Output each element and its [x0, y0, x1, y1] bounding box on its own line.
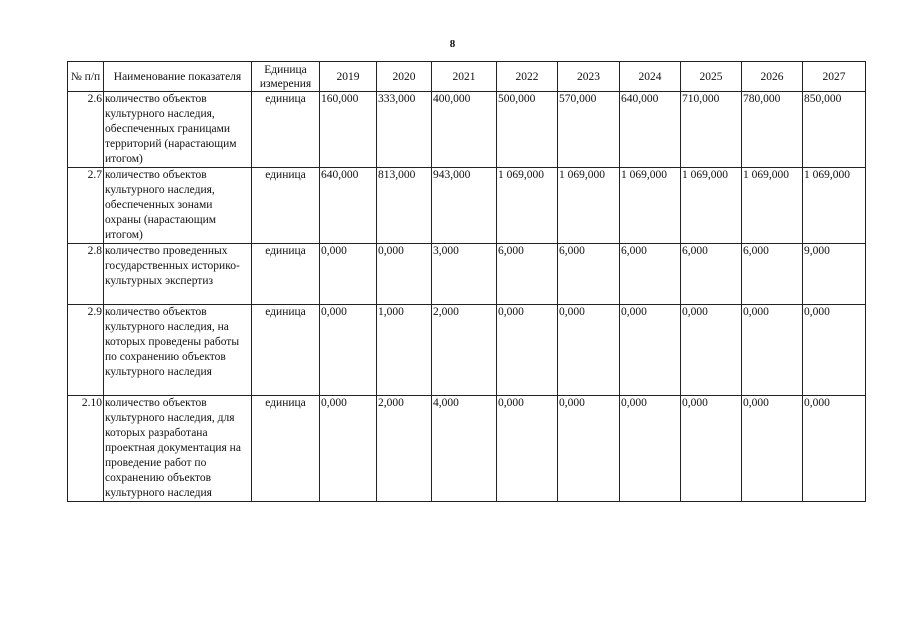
value-cell: 0,000: [377, 244, 432, 305]
value-cell: 6,000: [497, 244, 558, 305]
table-row: [68, 244, 866, 305]
header-num: № п/п: [68, 62, 104, 92]
header-unit: Единица измерения: [252, 62, 320, 92]
value-cell: 2,000: [377, 396, 432, 502]
value-cell: 1 069,000: [803, 168, 866, 244]
value-cell: 0,000: [497, 305, 558, 396]
value-cell: 0,000: [681, 396, 742, 502]
value-cell: 0,000: [742, 396, 803, 502]
header-year: 2023: [558, 62, 620, 92]
value-cell: 160,000: [320, 92, 377, 168]
value-cell: 0,000: [803, 396, 866, 502]
header-year: 2022: [497, 62, 558, 92]
value-cell: 400,000: [432, 92, 497, 168]
value-cell: 0,000: [681, 305, 742, 396]
value-cell: 570,000: [558, 92, 620, 168]
table-row: [68, 305, 866, 396]
header-year: 2024: [620, 62, 681, 92]
table-row: [68, 92, 866, 168]
indicator-name: количество проведенных государственных историко-культурных экспертиз: [104, 244, 252, 305]
unit-cell: единица: [252, 396, 320, 502]
table-row: [68, 396, 866, 502]
row-number: 2.9: [68, 305, 104, 396]
unit-cell: единица: [252, 244, 320, 305]
value-cell: 1 069,000: [620, 168, 681, 244]
row-number: 2.8: [68, 244, 104, 305]
value-cell: 850,000: [803, 92, 866, 168]
value-cell: 0,000: [320, 396, 377, 502]
header-row: [68, 62, 866, 92]
row-number: 2.7: [68, 168, 104, 244]
indicators-table: [67, 61, 866, 502]
value-cell: 1 069,000: [742, 168, 803, 244]
header-year: 2026: [742, 62, 803, 92]
unit-cell: единица: [252, 168, 320, 244]
header-year: 2025: [681, 62, 742, 92]
value-cell: 6,000: [558, 244, 620, 305]
value-cell: 0,000: [803, 305, 866, 396]
header-year: 2027: [803, 62, 866, 92]
value-cell: 6,000: [681, 244, 742, 305]
value-cell: 6,000: [620, 244, 681, 305]
indicator-name: количество объектов культурного наследия, на которых проведены работы по сохранению объектов культурного наследия: [104, 305, 252, 396]
header-name: Наименование показателя: [104, 62, 252, 92]
header-year: 2021: [432, 62, 497, 92]
unit-cell: единица: [252, 305, 320, 396]
value-cell: 0,000: [320, 244, 377, 305]
row-number: 2.10: [68, 396, 104, 502]
value-cell: 710,000: [681, 92, 742, 168]
value-cell: 813,000: [377, 168, 432, 244]
value-cell: 0,000: [742, 305, 803, 396]
value-cell: 0,000: [620, 305, 681, 396]
value-cell: 1 069,000: [558, 168, 620, 244]
value-cell: 0,000: [558, 396, 620, 502]
value-cell: 0,000: [320, 305, 377, 396]
unit-cell: единица: [252, 92, 320, 168]
value-cell: 333,000: [377, 92, 432, 168]
value-cell: 0,000: [497, 396, 558, 502]
value-cell: 6,000: [742, 244, 803, 305]
value-cell: 1 069,000: [497, 168, 558, 244]
table-row: [68, 168, 866, 244]
value-cell: 500,000: [497, 92, 558, 168]
value-cell: 0,000: [558, 305, 620, 396]
row-number: 2.6: [68, 92, 104, 168]
value-cell: 780,000: [742, 92, 803, 168]
value-cell: 9,000: [803, 244, 866, 305]
header-year: 2019: [320, 62, 377, 92]
indicator-name: количество объектов культурного наследия, для которых разработана проектная документация на проведение работ по сохранению объектов культурного наследия: [104, 396, 252, 502]
value-cell: 1,000: [377, 305, 432, 396]
value-cell: 0,000: [620, 396, 681, 502]
value-cell: 1 069,000: [681, 168, 742, 244]
value-cell: 2,000: [432, 305, 497, 396]
value-cell: 943,000: [432, 168, 497, 244]
value-cell: 3,000: [432, 244, 497, 305]
header-year: 2020: [377, 62, 432, 92]
value-cell: 4,000: [432, 396, 497, 502]
page-number: 8: [449, 38, 456, 50]
value-cell: 640,000: [620, 92, 681, 168]
indicator-name: количество объектов культурного наследия, обеспеченных границами территорий (нарастающим итогом): [104, 92, 252, 168]
value-cell: 640,000: [320, 168, 377, 244]
indicator-name: количество объектов культурного наследия, обеспеченных зонами охраны (нарастающим итогом): [104, 168, 252, 244]
